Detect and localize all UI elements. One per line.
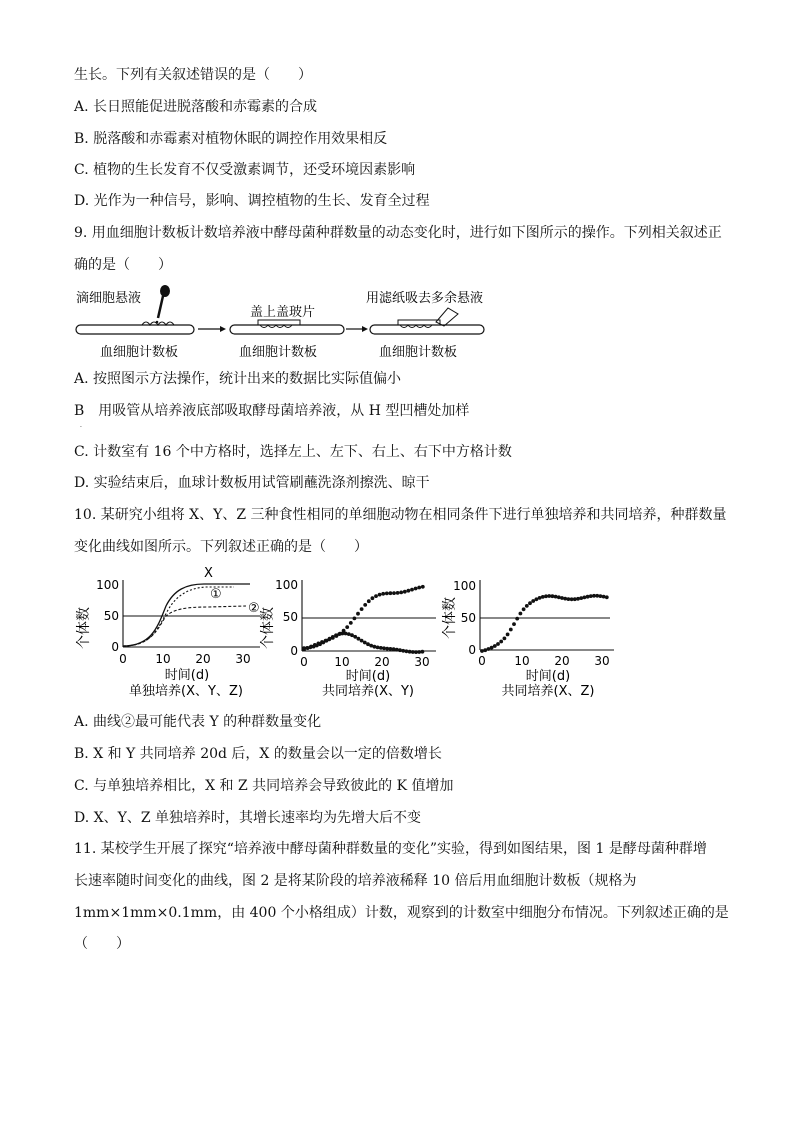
arrow-right-icon [346,326,368,332]
scatter-point [586,595,590,599]
panel3-xtick: 20 [554,654,570,668]
counting-chamber-3 [370,325,484,334]
question-10-stem-line1: 10. 某研究小组将 X、Y、Z 三种食性相同的单细胞动物在相同条件下进行单独培养和共同培养，种群数量 [74,507,727,523]
scatter-point [531,599,535,603]
panel3-xtick: 10 [514,654,530,668]
panel3-caption: 共同培养(X、Z) [501,684,595,699]
curve-x [123,584,250,646]
scatter-point-upper [417,586,421,590]
q9-option-a: A. 按照图示方法操作，统计出来的数据比实际值偏小 [74,371,402,387]
panel2-xtick: 0 [300,655,308,669]
panel1-xtick: 20 [195,652,211,666]
panel-co-culture-xz [441,579,614,699]
panel3-ylabel: 个体数 [442,597,458,639]
curve-2 [123,606,246,646]
scatter-point-upper [414,587,418,591]
scatter-point-lower [325,639,329,643]
q9-option-b: B 用吸管从培养液底部吸取酵母菌培养液，从 H 型凹槽处加样 [74,403,470,419]
scatter-point-lower [321,641,325,645]
question-9-stem-line2: 确的是（ ） [74,257,172,273]
scatter-point [519,612,523,616]
question-11-stem-line1: 11. 某校学生开展了探究“培养液中酵母菌种群数量的变化”实验，得到如图结果，图 1 是酵母菌种群增 [74,841,707,857]
scatter-point-lower [360,639,364,643]
scatter-point [602,595,606,599]
counting-chamber-1 [76,325,194,334]
panel3-xtick: 0 [478,654,486,668]
stray-dot: · [80,424,82,431]
panel2-ytick: 50 [282,610,298,624]
dropper-icon [156,285,170,323]
scatter-point-upper [385,592,389,596]
scatter-point [509,628,513,632]
q8-option-c: C. 植物的生长发育不仅受激素调节，还受环境因素影响 [74,162,416,178]
panel1-ytick: 0 [111,640,119,654]
counting-chamber-2 [230,325,344,334]
step2-cover-slip [230,304,344,360]
scatter-point [503,637,507,641]
scatter-point-upper [396,591,400,595]
question-10-stem-line2: 变化曲线如图所示。下列叙述正确的是（ ） [74,539,368,555]
scatter-point-lower [353,635,357,639]
scatter-point-upper [345,625,349,629]
q9-option-c: C. 计数室有 16 个中方格时，选择左上、左下、右上、右下中方格计数 [74,444,512,460]
figure-q10-population-curves [74,566,654,704]
step1-caption: 血细胞计数板 [100,345,179,360]
scatter-point [576,597,580,601]
scatter-point [493,644,497,648]
scatter-point [515,617,519,621]
scatter-point-upper [389,591,393,595]
arrow-right-icon [198,326,226,332]
panel2-xtick: 20 [374,655,390,669]
scatter-point-upper [378,593,382,597]
scatter-point-upper [403,590,407,594]
question-11-stem-line3: 1mm×1mm×0.1mm，由 400 个小格组成）计数，观察到的计数室中细胞分布情况。下列叙述正确的是 [74,905,729,921]
scatter-point-lower [309,645,313,649]
scatter-point-lower [305,646,309,650]
scatter-point [573,597,577,601]
panel3-ytick: 50 [460,611,476,625]
panel1-xtick: 10 [155,652,171,666]
question-11-stem-line4: （ ） [74,936,130,952]
scatter-point [480,649,484,653]
scatter-point-lower [401,649,405,653]
curve-1-label: ① [210,587,222,602]
scatter-point-upper [353,617,357,621]
scatter-point-upper [381,592,385,596]
scatter-point-upper [399,591,403,595]
scatter-point [557,595,561,599]
scatter-point-lower [373,645,377,649]
q10-option-d: D. X、Y、Z 单独培养时，其增长速率均为先增大后不变 [74,810,422,826]
scatter-point-lower [379,646,383,650]
scatter-point [605,595,609,599]
scatter-point-upper [410,588,414,592]
scatter-point-lower [392,647,396,651]
question-8-stem-tail: 生长。下列有关叙述错误的是（ ） [74,67,312,83]
scatter-point [554,595,558,599]
scatter-point [499,640,503,644]
scatter-point [522,607,526,611]
panel1-xtick: 30 [235,652,251,666]
scatter-point [525,604,529,608]
q8-option-a: A. 长日照能促进脱落酸和赤霉素的合成 [74,99,318,115]
panel2-ytick: 0 [290,644,298,658]
scatter-point-lower [395,648,399,652]
scatter-point-upper [371,596,375,600]
curve-2-label: ② [248,601,260,616]
scatter-point-lower [363,641,367,645]
step3-caption: 血细胞计数板 [379,345,458,360]
panel2-xtick: 10 [334,655,350,669]
panel3-xlabel: 时间(d) [525,669,571,684]
panel2-xlabel: 时间(d) [345,669,391,684]
scatter-point [496,642,500,646]
scatter-point-upper [363,603,367,607]
panel1-ytick: 100 [96,578,119,592]
step2-label: 盖上盖玻片 [250,305,316,320]
panel2-ytick: 100 [275,578,298,592]
q8-option-b: B. 脱落酸和赤霉素对植物休眠的调控作用效果相反 [74,131,388,147]
panel3-xtick: 30 [594,654,610,668]
q10-option-c: C. 与单独培养相比，X 和 Z 共同培养会导致彼此的 K 值增加 [74,778,454,794]
scatter-point [528,601,532,605]
panel2-xtick: 30 [414,655,430,669]
step1-add-suspension [76,285,194,360]
scatter-point-lower [337,632,341,636]
panel1-caption: 单独培养(X、Y、Z) [129,684,243,699]
panel1-ylabel: 个体数 [76,607,92,649]
scatter-point [506,633,510,637]
curve-x-label: X [204,566,213,581]
scatter-point [551,594,555,598]
panel1-ytick: 50 [103,609,119,623]
scatter-point-lower [328,637,332,641]
scatter-point [512,622,516,626]
scatter-point-upper [349,621,353,625]
panel3-ytick: 100 [453,579,476,593]
step3-filter-paper [366,290,484,360]
scatter-point [579,596,583,600]
panel3-ytick: 0 [468,643,476,657]
scatter-point [583,596,587,600]
filter-paper-icon [436,308,458,326]
panel1-xlabel: 时间(d) [164,668,210,683]
q10-option-b: B. X 和 Y 共同培养 20d 后，X 的数量会以一定的倍数增长 [74,746,442,762]
scatter-point-upper [421,585,425,589]
q10-option-a: A. 曲线②最可能代表 Y 的种群数量变化 [74,714,322,730]
panel-single-culture [75,566,260,699]
step1-label: 滴细胞悬液 [76,291,142,306]
panel1-xtick: 0 [119,652,127,666]
scatter-point-upper [356,612,360,616]
scatter-point-upper [392,591,396,595]
scatter-point [560,596,564,600]
scatter-point-upper [367,599,371,603]
q9-option-d: D. 实验结束后，血球计数板用试管刷蘸洗涤剂擦洗、晾干 [74,475,430,491]
panel2-ylabel: 个体数 [260,607,276,649]
figure-q9-hemocytometer [74,282,494,364]
scatter-point-lower [405,649,409,653]
panel-co-culture-xy [259,578,436,699]
scatter-point-upper [407,589,411,593]
scatter-point-lower [318,642,322,646]
question-9-stem-line1: 9. 用血细胞计数板计数培养液中酵母菌种群数量的动态变化时，进行如下图所示的操作。下列相关叙述正 [74,225,722,241]
scatter-point-lower [357,637,361,641]
scatter-point-upper [360,607,364,611]
scatter-point-lower [421,650,425,654]
scatter-point-upper [374,594,378,598]
scatter-point-lower [344,632,348,636]
scatter-point-lower [398,648,402,652]
q8-option-d: D. 光作为一种信号，影响、调控植物的生长、发育全过程 [74,193,430,209]
panel2-caption: 共同培养(X、Y) [322,684,414,699]
scatter-point [599,594,603,598]
scatter-point-lower [376,646,380,650]
step3-label: 用滤纸吸去多余悬液 [366,291,484,306]
question-11-stem-line2: 长速率随时间变化的曲线，图 2 是将某阶段的培养液稀释 10 倍后用血细胞计数板（规格为 [74,873,637,889]
scatter-point [563,597,567,601]
step2-caption: 血细胞计数板 [239,345,318,360]
scatter-point [541,595,545,599]
